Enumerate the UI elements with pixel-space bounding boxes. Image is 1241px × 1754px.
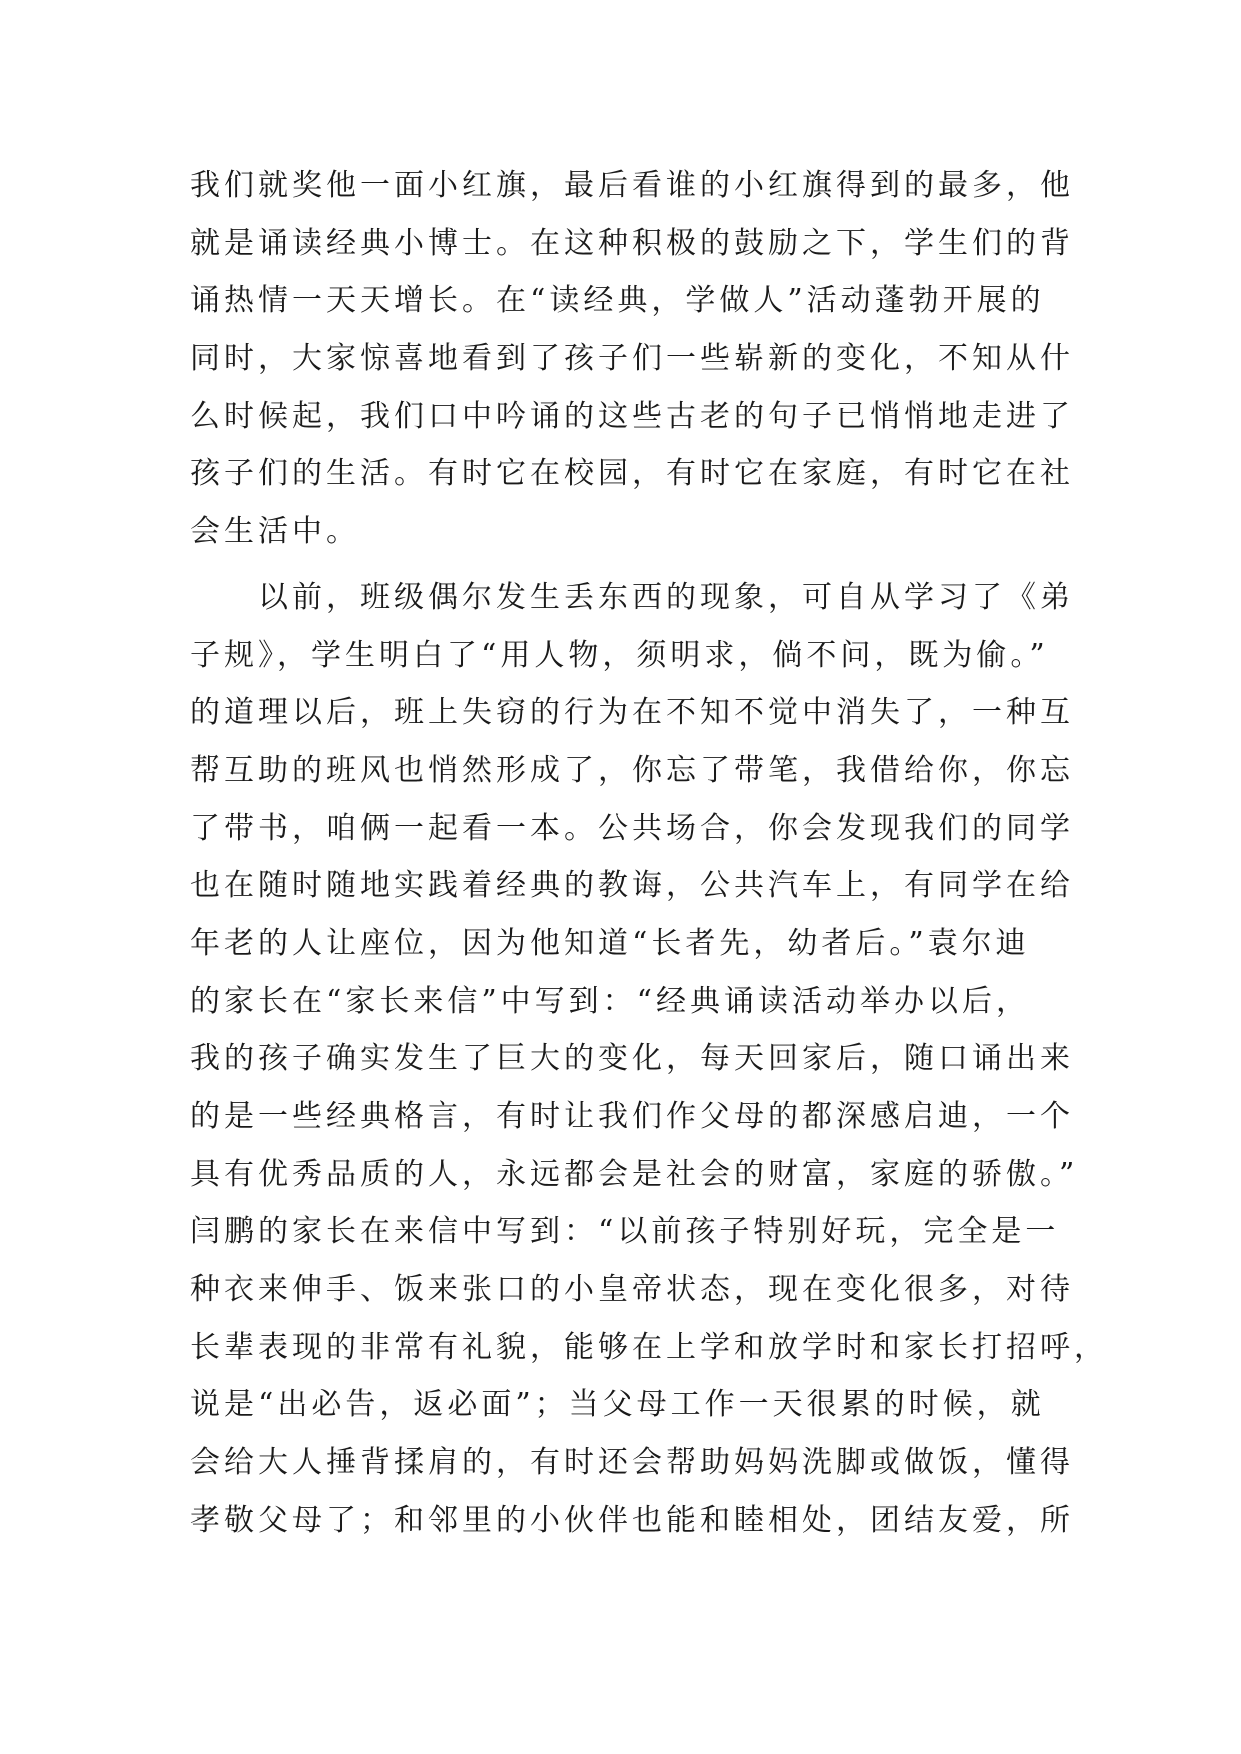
text-line: 种衣来伸手、饭来张口的小皇帝状态，现在变化很多，对待 xyxy=(190,1272,1074,1308)
text-line: 年老的人让座位，因为他知道“长者先，幼者后。”袁尔迪 xyxy=(190,925,1030,961)
text-line: 以前，班级偶尔发生丢东西的现象，可自从学习了《弟 xyxy=(190,579,1074,615)
text-line: 诵热情一天天增长。在“读经典，学做人”活动蓬勃开展的 xyxy=(190,283,1045,319)
text-line: 说是“出必告，返必面”；当父母工作一天很累的时候，就 xyxy=(190,1387,1045,1423)
paragraph-2 xyxy=(190,569,1108,1550)
text-line: 会生活中。 xyxy=(190,514,360,550)
text-line: 孝敬父母了；和邻里的小伙伴也能和睦相处，团结友爱，所 xyxy=(190,1502,1074,1538)
text-line: 具有优秀品质的人，永远都会是社会的财富，家庭的骄傲。” xyxy=(190,1156,1079,1192)
text-line: 的道理以后，班上失窃的行为在不知不觉中消失了，一种互 xyxy=(190,695,1074,731)
body-text xyxy=(190,157,1108,1550)
text-line: 长辈表现的非常有礼貌，能够在上学和放学时和家长打招呼， xyxy=(190,1329,1108,1365)
text-line: 我们就奖他一面小红旗，最后看谁的小红旗得到的最多，他 xyxy=(190,168,1074,203)
paragraph-1 xyxy=(190,157,1074,561)
text-line: 就是诵读经典小博士。在这种积极的鼓励之下，学生们的背 xyxy=(190,225,1074,261)
text-line: 子规》，学生明白了“用人物，须明求，倘不问，既为偷。” xyxy=(190,637,1049,673)
text-line: 的是一些经典格言，有时让我们作父母的都深感启迪，一个 xyxy=(190,1099,1074,1134)
text-line: 闫鹏的家长在来信中写到：“以前孩子特别好玩，完全是一 xyxy=(190,1214,1060,1250)
paragraph-gap xyxy=(190,561,1050,569)
text-line: 会给大人捶背揉肩的，有时还会帮助妈妈洗脚或做饭，懂得 xyxy=(190,1445,1074,1481)
text-line: 我的孩子确实发生了巨大的变化，每天回家后，随口诵出来 xyxy=(190,1041,1074,1077)
text-line: 的家长在“家长来信”中写到：“经典诵读活动举办以后， xyxy=(190,983,1031,1019)
text-line: 帮互助的班风也悄然形成了，你忘了带笔，我借给你，你忘 xyxy=(190,752,1074,788)
text-line: 孩子们的生活。有时它在校园，有时它在家庭，有时它在社 xyxy=(190,456,1074,492)
text-line: 也在随时随地实践着经典的教诲，公共汽车上，有同学在给 xyxy=(190,868,1074,904)
text-line: 同时，大家惊喜地看到了孩子们一些崭新的变化，不知从什 xyxy=(190,341,1074,377)
text-line: 么时候起，我们口中吟诵的这些古老的句子已悄悄地走进了 xyxy=(190,398,1074,434)
text-line: 了带书，咱俩一起看一本。公共场合，你会发现我们的同学 xyxy=(190,810,1074,846)
